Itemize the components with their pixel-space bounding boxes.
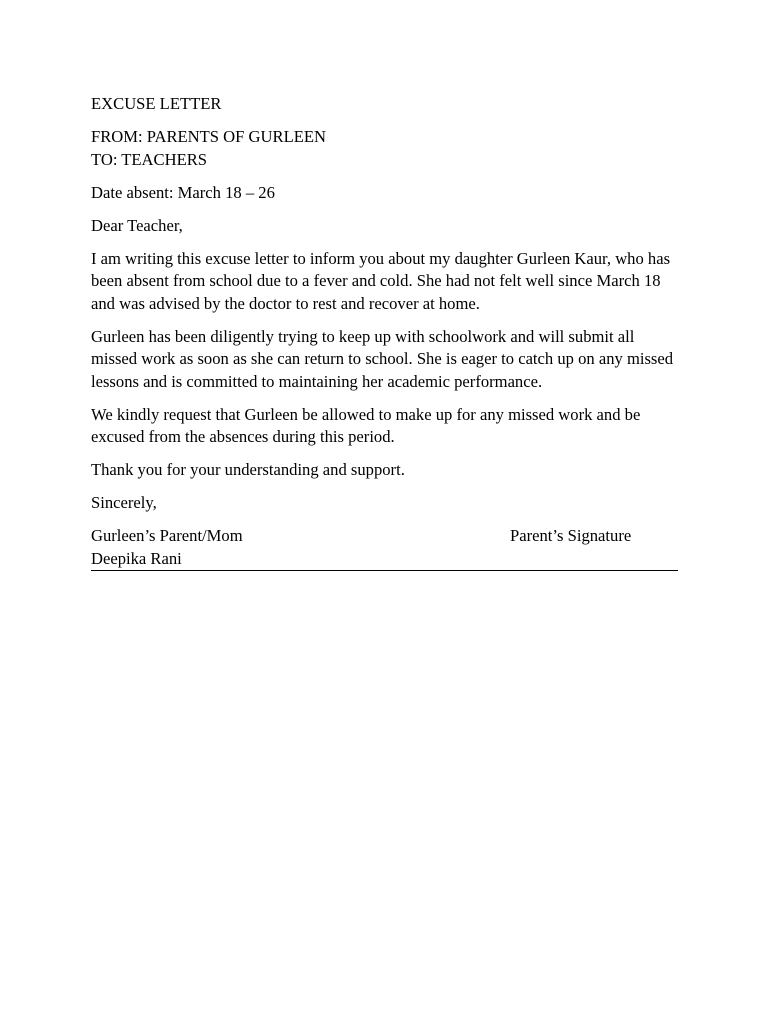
body-paragraph-1: I am writing this excuse letter to inform you about my daughter Gurleen Kaur, who has been absent from school due to a fever and cold. She had not felt well since March 18 and was advised by the doctor to rest and recover at home. [91, 248, 671, 313]
signer-role: Gurleen’s Parent/Mom [91, 526, 243, 545]
body-paragraph-2: Gurleen has been diligently trying to keep up with schoolwork and will submit all missed work as soon as she can return to school. She is eager to catch up on any missed lessons and is committed to maintaining her academic performance. [91, 326, 674, 391]
signer-name: Deepika Rani [91, 548, 182, 568]
closing: Sincerely, [91, 493, 157, 512]
signature-label: Parent’s Signature [510, 526, 632, 545]
from-line: FROM: PARENTS OF GURLEEN [91, 127, 326, 146]
body-paragraph-3: We kindly request that Gurleen be allowed to make up for any missed work and be excused from the absences during this period. [91, 404, 641, 446]
body-paragraph-4: Thank you for your understanding and support. [91, 460, 405, 479]
signature-block [91, 525, 678, 571]
date-absent: Date absent: March 18 – 26 [91, 182, 275, 202]
address-block [91, 126, 678, 171]
to-line: TO: TEACHERS [91, 149, 208, 169]
letter-page [91, 93, 678, 571]
letter-title: EXCUSE LETTER [91, 94, 222, 113]
salutation: Dear Teacher, [91, 215, 183, 235]
